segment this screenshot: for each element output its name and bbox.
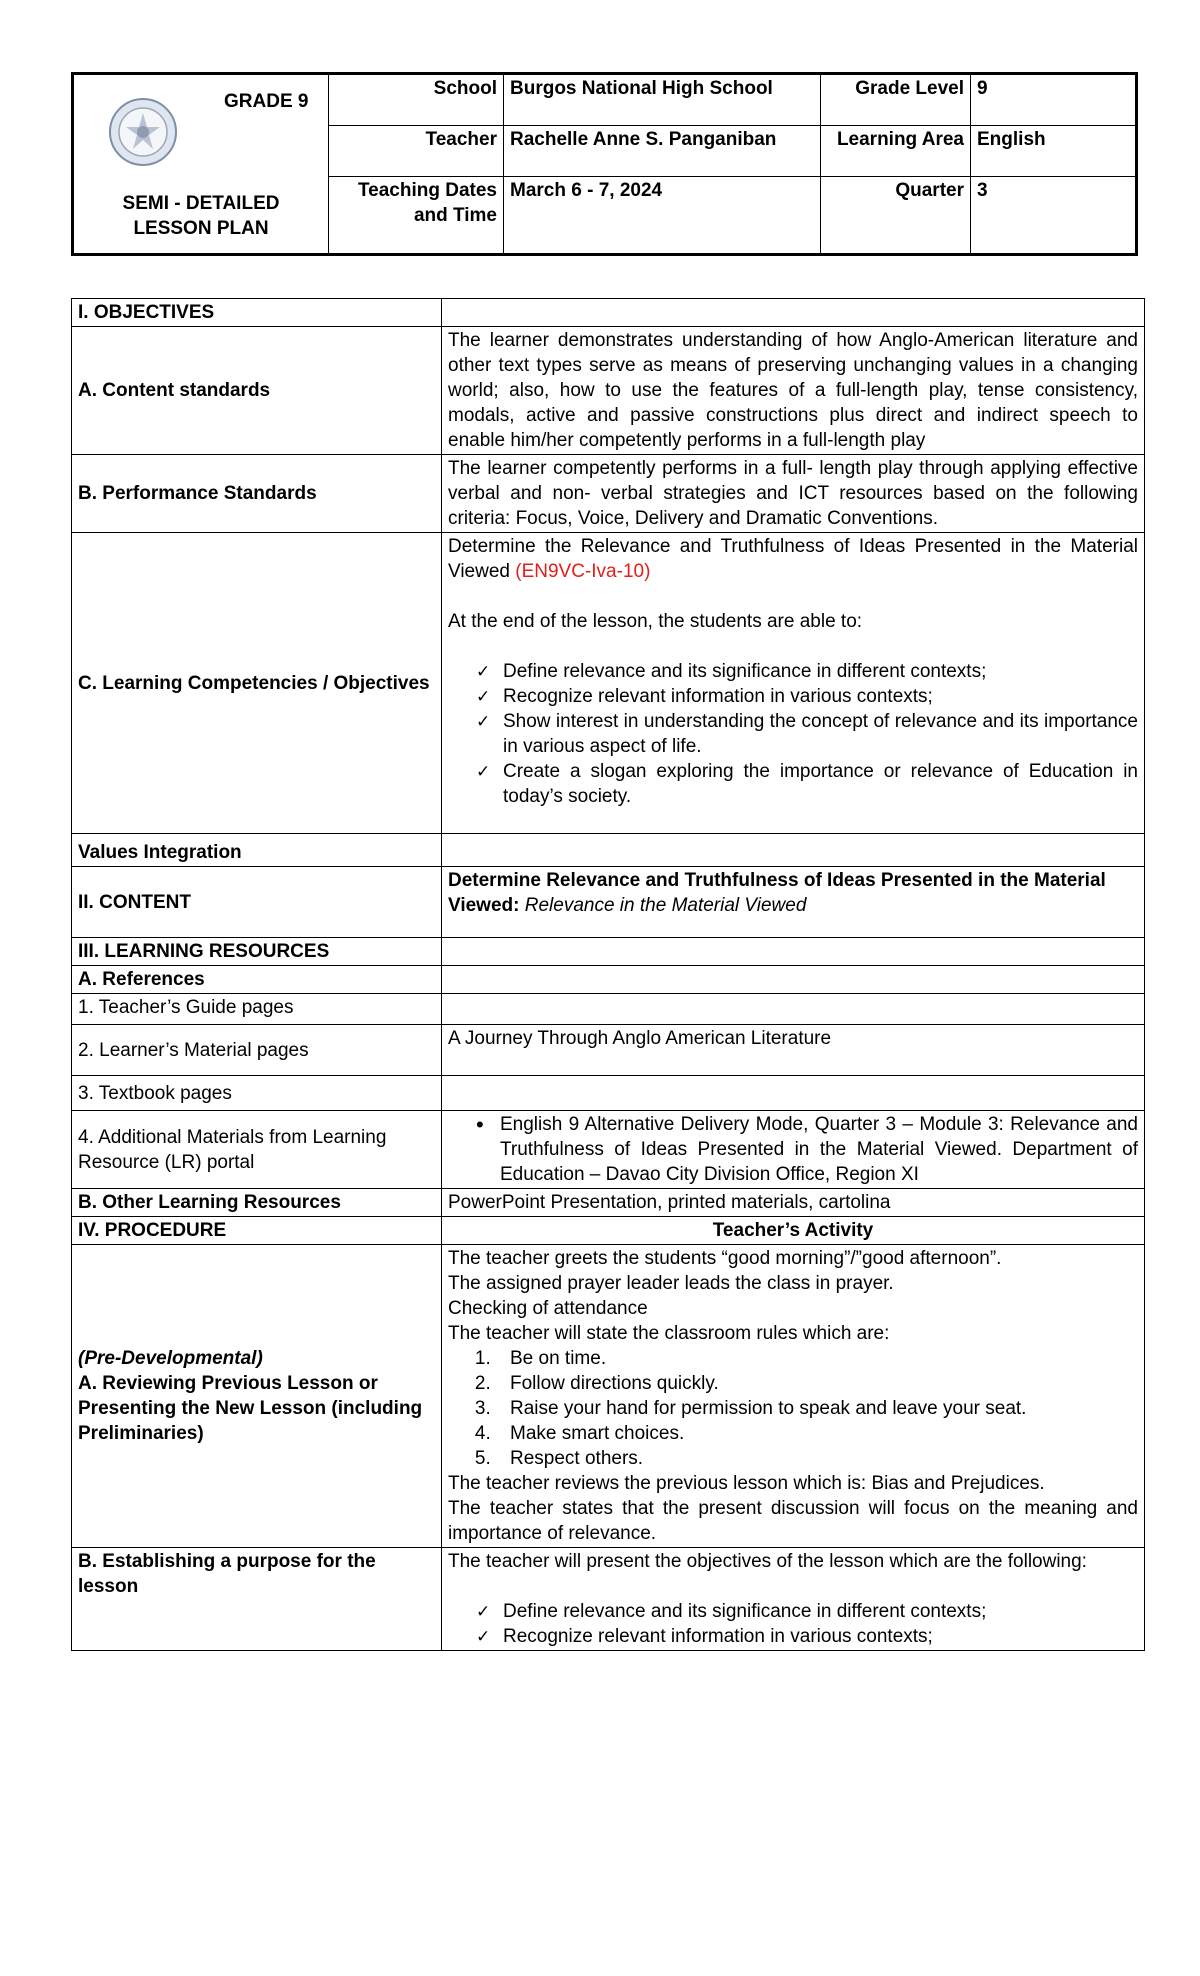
list-item: 1. Be on time. <box>496 1346 1138 1371</box>
competency-code: (EN9VC-Iva-10) <box>515 561 651 582</box>
review-text: The teacher reviews the previous lesson which is: Bias and Prejudices. <box>448 1473 1045 1494</box>
list-item: ✓ Create a slogan exploring the importance or relevance of Education in today’s society. <box>476 759 1138 809</box>
table-row <box>72 299 1145 327</box>
list-item: ✓ Define relevance and its significance in different contexts; <box>476 1599 1138 1624</box>
content-standards-text: The learner demonstrates understanding of how Anglo-American literature and other text types serve as means of preserving unchanging values in a changing world; also, how to use the features of a full-length play, tense consistency, modals, active and passive constructions plus direct and indirect speech to enable him/her competently performs in a full-length play <box>442 327 1145 455</box>
list-item: ✓ Recognize relevant information in various contexts; <box>476 1624 1138 1649</box>
deped-seal-icon <box>108 97 178 167</box>
references-label: A. References <box>72 966 442 994</box>
classroom-rules-list <box>448 1346 1138 1471</box>
competencies-label: C. Learning Competencies / Objectives <box>72 533 442 834</box>
rules-intro: The teacher will state the classroom rules which are: <box>448 1323 890 1344</box>
purpose-intro: The teacher will present the objectives of the lesson which are the following: <box>448 1551 1087 1572</box>
plan-title: SEMI - DETAILED LESSON PLAN <box>122 193 280 239</box>
textbook-label: 3. Textbook pages <box>72 1076 442 1111</box>
performance-standards-text: The learner competently performs in a full- length play through applying effective verbal and non- verbal strategies and ICT resources based on the following criteria: Focus, Voice, Delivery and Dramatic Conventions. <box>442 455 1145 533</box>
list-item: ✓ Show interest in understanding the concept of relevance and its importance in various aspect of life. <box>476 709 1138 759</box>
purpose-list <box>448 1599 1138 1649</box>
dates-label: Teaching Dates and Time <box>329 177 504 255</box>
grade-label: GRADE 9 <box>224 91 309 112</box>
greeting-text: The teacher greets the students “good morning”/”good afternoon”. <box>448 1248 1002 1269</box>
values-integration-label: Values Integration <box>72 834 442 867</box>
list-item: • English 9 Alternative Delivery Mode, Quarter 3 – Module 3: Relevance and Truthfulness of Ideas Presented in the Material Viewed. Department of Education – Davao City Division Office, Region XI <box>476 1112 1138 1187</box>
learners-material-value: A Journey Through Anglo American Literature <box>442 1025 1145 1076</box>
learners-material-label: 2. Learner’s Material pages <box>72 1025 442 1076</box>
review-label-cell <box>72 1245 442 1548</box>
learning-area-value: English <box>971 126 1137 177</box>
empty-cell <box>442 966 1145 994</box>
table-row <box>72 1245 1145 1548</box>
list-item: 2. Follow directions quickly. <box>496 1371 1138 1396</box>
additional-materials-label: 4. Additional Materials from Learning Resource (LR) portal <box>72 1111 442 1189</box>
competency-text: Determine the Relevance and Truthfulness of Ideas Presented in the Material Viewed (EN9VC-Iva-10) <box>448 536 1138 582</box>
table-row <box>72 966 1145 994</box>
list-item: 4. Make smart choices. <box>496 1421 1138 1446</box>
table-row <box>72 327 1145 455</box>
resources-heading: III. LEARNING RESOURCES <box>72 938 442 966</box>
objectives-intro: At the end of the lesson, the students are able to: <box>448 611 863 632</box>
empty-cell <box>442 994 1145 1025</box>
empty-cell <box>442 299 1145 327</box>
list-item: ✓ Define relevance and its significance in different contexts; <box>476 659 1138 684</box>
review-activity-cell <box>442 1245 1145 1548</box>
lesson-header-table <box>71 72 1138 256</box>
table-row <box>72 1076 1145 1111</box>
table-row <box>72 455 1145 533</box>
performance-standards-label: B. Performance Standards <box>72 455 442 533</box>
dates-value: March 6 - 7, 2024 <box>504 177 821 255</box>
other-resources-label: B. Other Learning Resources <box>72 1189 442 1217</box>
grade-level-value: 9 <box>971 74 1137 126</box>
list-item: ✓ Recognize relevant information in various contexts; <box>476 684 1138 709</box>
quarter-label: Quarter <box>821 177 971 255</box>
list-item: 3. Raise your hand for permission to speak and leave your seat. <box>496 1396 1138 1421</box>
table-row <box>72 1189 1145 1217</box>
purpose-cell <box>442 1548 1145 1651</box>
review-label: A. Reviewing Previous Lesson or Presenting the New Lesson (including Preliminaries) <box>78 1373 423 1444</box>
objectives-heading: I. OBJECTIVES <box>72 299 442 327</box>
lesson-plan-table <box>71 298 1145 1651</box>
teacher-label: Teacher <box>329 126 504 177</box>
teachers-guide-label: 1. Teacher’s Guide pages <box>72 994 442 1025</box>
teacher-value: Rachelle Anne S. Panganiban <box>504 126 821 177</box>
table-row <box>72 1111 1145 1189</box>
school-label: School <box>329 74 504 126</box>
table-row <box>72 533 1145 834</box>
table-row <box>72 867 1145 938</box>
attendance-text: Checking of attendance <box>448 1298 648 1319</box>
table-row <box>72 994 1145 1025</box>
teachers-activity-heading: Teacher’s Activity <box>442 1217 1145 1245</box>
additional-materials-cell <box>442 1111 1145 1189</box>
table-row <box>72 1217 1145 1245</box>
table-row <box>72 1025 1145 1076</box>
objectives-list <box>448 659 1138 809</box>
table-row <box>72 1548 1145 1651</box>
content-standards-label: A. Content standards <box>72 327 442 455</box>
grade-level-label: Grade Level <box>821 74 971 126</box>
content-label: II. CONTENT <box>72 867 442 938</box>
pre-developmental-label: (Pre-Developmental) <box>78 1348 263 1369</box>
content-title: Determine Relevance and Truthfulness of Ideas Presented in the Material Viewed: Relevance in the Material Viewed <box>442 867 1145 938</box>
prayer-text: The assigned prayer leader leads the class in prayer. <box>448 1273 894 1294</box>
additional-materials-list <box>448 1112 1138 1187</box>
empty-cell <box>442 1076 1145 1111</box>
table-row <box>72 938 1145 966</box>
other-resources-value: PowerPoint Presentation, printed materials, cartolina <box>442 1189 1145 1217</box>
procedure-heading: IV. PROCEDURE <box>72 1217 442 1245</box>
header-brand-cell <box>73 74 329 255</box>
quarter-value: 3 <box>971 177 1137 255</box>
focus-text: The teacher states that the present discussion will focus on the meaning and importance of relevance. <box>448 1498 1138 1544</box>
school-value: Burgos National High School <box>504 74 821 126</box>
learning-area-label: Learning Area <box>821 126 971 177</box>
empty-cell <box>442 834 1145 867</box>
list-item: 5. Respect others. <box>496 1446 1138 1471</box>
competencies-cell <box>442 533 1145 834</box>
table-row <box>72 834 1145 867</box>
purpose-label: B. Establishing a purpose for the lesson <box>72 1548 442 1651</box>
empty-cell <box>442 938 1145 966</box>
